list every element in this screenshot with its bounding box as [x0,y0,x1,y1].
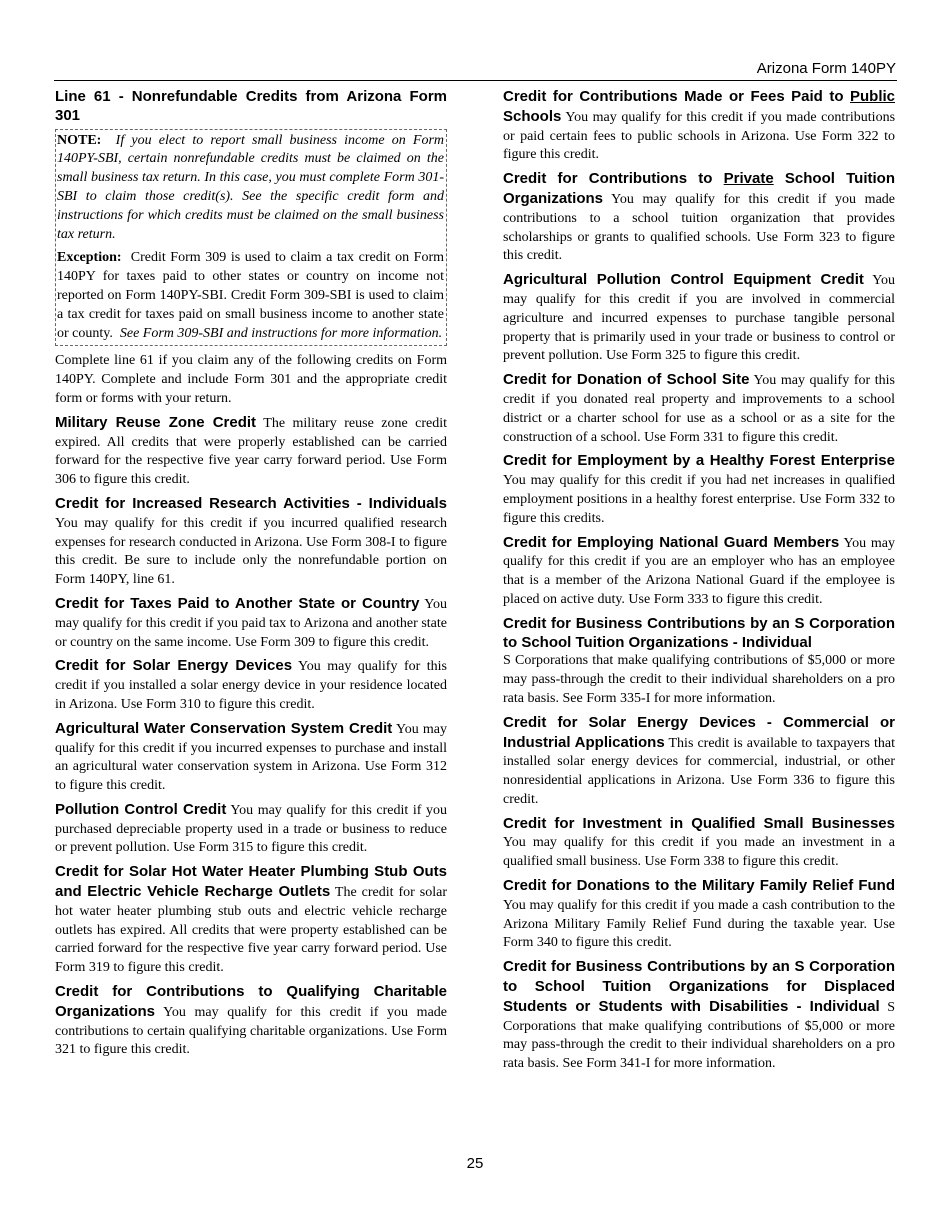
credit-body: You may qualify for this credit if you had net increases in qualified employment positions in a healthy forest enterprise. Use Form 332 to figure this credits. [503,473,895,526]
credit-entry [55,863,447,978]
credit-entry [503,452,895,528]
credit-entry [503,815,895,872]
credit-body: You may qualify for this credit if you made contributions or paid certain fees to public schools in Arizona. Use Form 322 to figure this credit. [503,109,896,163]
credit-title: Agricultural Pollution Control Equipment Credit [503,271,864,289]
credit-title-s-corp-335: Credit for Business Contributions by an S Corporation to School Tuition Organizations - Individual [503,614,895,651]
credit-body: You may qualify for this credit if you made contributions to a school tuition organization that provides scholarships or grants to qualified schools. Use Form 323 to figure this credit. [503,191,895,264]
credit-entry [503,714,895,810]
credit-title: Credit for Contributions to Qualifying Charitable Organizations [55,983,447,1020]
page-number: 25 [466,1155,484,1172]
exception-paragraph [57,249,444,343]
credit-body: S Corporations that make qualifying contributions of $5,000 or more may pass-through the credit to their individual shareholders on a pro rata basis. See Form 341-I for more information. [503,999,896,1072]
credit-title: Credit for Solar Energy Devices - Commercial or Industrial Applications [503,713,895,751]
credit-entry [503,534,895,610]
credit-title: Credit for Solar Energy Devices [55,657,293,675]
note-label: NOTE: [57,132,102,148]
credit-body: You may qualify for this credit if you made an investment in a qualified small business. Use Form 338 to figure this credit. [503,835,895,870]
credit-title-underlined: Private [723,170,774,188]
credit-entry [55,595,447,652]
credit-entry [55,495,447,590]
credit-title: Credit for Donation of School Site [503,371,750,389]
header-rule [54,80,897,81]
credit-entry [55,414,447,490]
exception-text: Credit Form 309 is used to claim a tax credit on Form 140PY for taxes paid to other states or country on income not reported on Form 140PY-SBI. Credit Form 309-SBI is used to claim a tax credit for taxes paid on small business income to another state or county. [57,250,445,341]
credit-title: Credit for Increased Research Activities - Individuals [55,494,447,512]
credit-body: You may qualify for this credit if you incurred expenses to purchase and install an agricultural water conservation system in Arizona. Use Form 312 to figure this credit. [55,721,448,794]
credit-title: Credit for Taxes Paid to Another State or Country [55,594,420,612]
right-column [503,88,895,1079]
credit-entry [503,271,895,366]
credit-title: Credit for Employing National Guard Members [503,533,840,551]
credit-body: You may qualify for this credit if you are involved in commercial agriculture and incurred expenses to purchase tangible personal property that is primarily used in your trade or business to control or prevent pollution. Use Form 325 to figure this credit. [503,273,896,364]
credit-title: Credit for Investment in Qualified Small Businesses [503,814,895,832]
credit-title-underlined: Public [849,88,895,105]
note-paragraph [57,132,444,245]
credit-body: You may qualify for this credit if you made contributions to certain qualifying charitable organizations. Use Form 321 to figure this credit. [55,1004,447,1058]
credit-entry [55,801,447,858]
exception-label: Exception: [57,250,122,266]
exception-italic: See Form 309-SBI and instructions for more information. [119,325,443,341]
note-text: If you elect to report small business income on Form 140PY-SBI, certain nonrefundable credits must be claimed on the small business tax return. In this case, you must complete Form 301-SBI to claim those credit(s). See the specific credit form and instructions for which credits must be claimed on the small business tax return. [57,132,444,242]
credit-entry [55,983,447,1060]
credit-entry [55,720,447,796]
credit-title: Credit for Donations to the Military Family Relief Fund [503,877,895,895]
credit-title: Agricultural Water Conservation System Credit [55,719,393,737]
credit-body-s-corp-335: S Corporations that make qualifying contributions of $5,000 or more may pass-through the credit to their individual shareholders on a pro rata basis. See Form 335-I for more information. [503,653,895,706]
credit-body: You may qualify for this credit if you are an employer who has an employee that is a member of the Arizona National Guard if the employee is placed on active duty. Use Form 333 to figure this credit. [503,535,896,607]
credit-entry [503,877,895,953]
credit-entry [503,371,895,447]
credit-body: You may qualify for this credit if you paid tax to Arizona and another state or country on the same income. Use Form 309 to figure this credit. [55,596,447,650]
credit-title-pre: Credit for Contributions to [503,170,713,188]
credit-body: You may qualify for this credit if you made a cash contribution to the Arizona Military Family Relief Fund during the taxable year. Use Form 340 to figure this credit. [503,897,895,951]
credit-body: You may qualify for this credit if you incurred qualified research expenses for research conducted in Arizona. Use Form 308-I to figure this credit. Be sure to include only the nonrefundable portion on Form 140PY, line 61. [55,515,447,588]
credit-body: The military reuse zone credit expired. All credits that were properly established can be carried forward for the respective five year carry forward period. Use Form 306 to figure this credit. [55,415,447,488]
credit-title-post: School Tuition Organizations [503,170,896,207]
credit-body: The credit for solar hot water heater plumbing stub outs and electric vehicle recharge outlets has expired. All credits that were property established can be carried forward for the respective five year carry forward period. Use Form 319 to figure this credit. [55,885,447,976]
credit-title-pre: Credit for Contributions Made or Fees Paid to [503,88,844,105]
form-title: Arizona Form 140PY [756,60,896,77]
credit-title: Credit for Solar Hot Water Heater Plumbing Stub Outs and Electric Vehicle Recharge Outlets [55,863,447,901]
credit-body: You may qualify for this credit if you installed a solar energy device in your residence located in Arizona. Use Form 310 to figure this credit. [55,659,447,712]
credit-title: Pollution Control Credit [55,800,227,818]
credit-entry [503,958,895,1074]
credit-body: You may qualify for this credit if you purchased depreciable property used in a trade or business to reduce or prevent pollution. Use Form 315 to figure this credit. [55,802,447,856]
credit-title: Military Reuse Zone Credit [55,413,257,431]
credit-entry-private-school [503,170,895,266]
credit-body: You may qualify for this credit if you donated real property and improvements to a school district or a charter school for use as a school or as a site for the construction of a school. Use Form 331 to figure this credit. [503,373,895,445]
left-column [55,88,447,1065]
credit-title: Credit for Employment by a Healthy Forest Enterprise [503,452,895,470]
credit-title-post: Schools [503,107,562,125]
credit-body: This credit is available to taxpayers that installed solar energy devices for commercial, industrial, or other nonresidential applications in Arizona. Use Form 336 to figure this credit. [503,735,895,807]
line61-heading: Line 61 - Nonrefundable Credits from Arizona Form 301 [55,88,447,124]
note-box [55,129,447,347]
credit-entry [55,657,447,714]
intro-paragraph: Complete line 61 if you claim any of the following credits on Form 140PY. Complete and include Form 301 and the appropriate credit form or forms with your return. [55,353,447,406]
credit-entry-public-schools [503,88,895,165]
credit-title: Credit for Business Contributions by an S Corporation to School Tuition Organizations for Displaced Students or Students with Disabilities - Individual [503,958,895,1015]
